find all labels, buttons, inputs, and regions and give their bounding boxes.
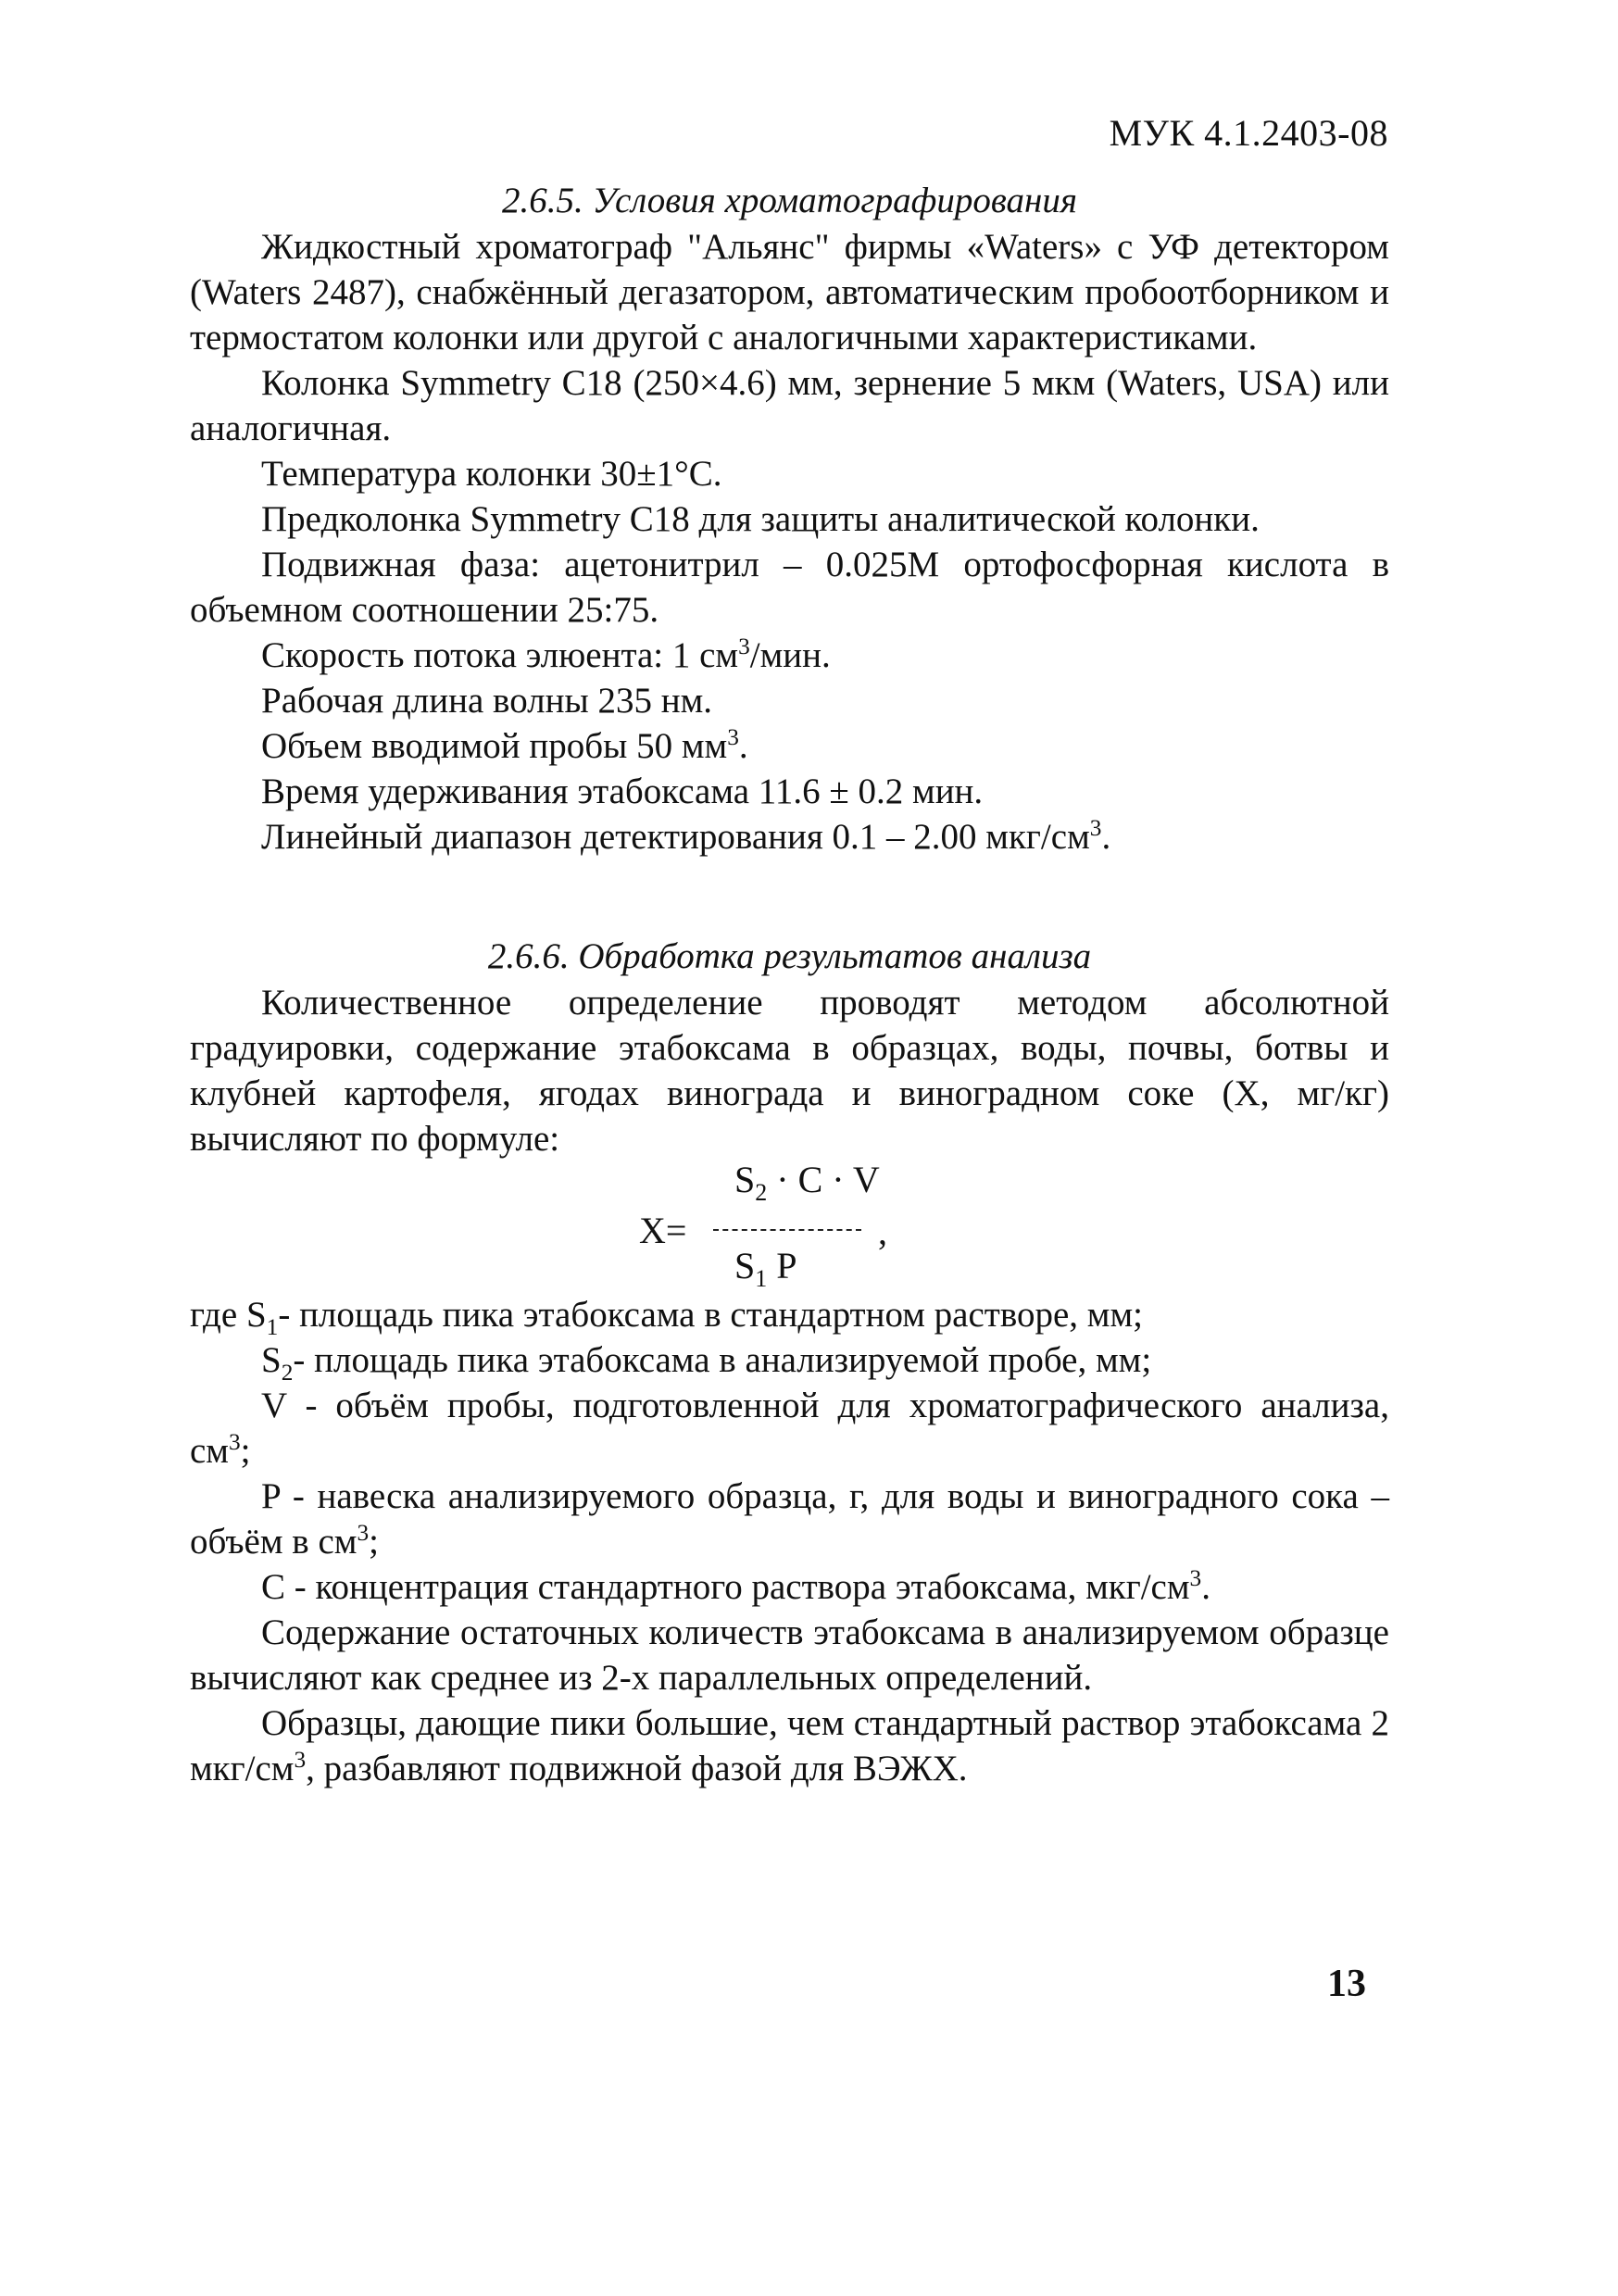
fraction-bar [713,1229,861,1231]
formula-comma: , [878,1211,887,1252]
formula-denominator: $S_1$ P [734,1245,797,1292]
formula-x [639,1158,935,1292]
paragraph-chromatograph: Жидкостный хроматограф "Альянс" фирмы «Waters» с УФ детектором (Waters 2487), снабжённый дегазатором, автоматическим пробоотборником и термостатом колонки или другой с аналогичными характеристиками. [190,227,1389,358]
paragraph-column: Колонка Symmetry C18 (250×4.6) мм, зернение 5 мкм (Waters, USA) или аналогичная. [190,363,1389,448]
document-code: МУК 4.1.2403-08 [1109,112,1388,154]
definition-s2: $S_2-$ площадь пика этабоксама в анализируемой пробе, мм; [261,1340,1152,1386]
definition-s1: где $S_1-$ площадь пика этабоксама в стандартном растворе, мм; [190,1295,1143,1340]
definition-p: P - навеска анализируемого образца, г, для воды и виноградного сока – объём в $см^3$; [190,1476,1389,1562]
section-heading-2-6-5: 2.6.5. Условия хроматографирования [502,181,1077,220]
paragraph-dilution: Образцы, дающие пики большие, чем стандартный раствор этабоксама 2 мкг/$см^3$, разбавляют подвижной фазой для ВЭЖХ. [190,1703,1389,1788]
section-2-6-6 [190,934,1389,1161]
paragraph-column-temperature: Температура колонки 30±1°С. [261,454,722,494]
paragraph-average: Содержание остаточных количеств этабоксама в анализируемом образце вычисляют как среднее из 2-х параллельных определений. [190,1612,1389,1698]
page-number: 13 [1327,1963,1366,2005]
formula-numerator: $S_2 \cdot C \cdot V$ [734,1159,880,1206]
section-heading-2-6-6: 2.6.6. Обработка результатов анализа [487,936,1092,976]
paragraph-wavelength: Рабочая длина волны 235 нм. [261,681,713,721]
paragraph-linear-range: Линейный диапазон детектирования 0.1 – 2.00 мкг/$см^3$. [261,815,1111,857]
paragraph-retention-time: Время удерживания этабоксама 11.6 ± 0.2 мин. [261,772,984,811]
definitions-block [190,1292,1389,1791]
paragraph-mobile-phase: Подвижная фаза: ацетонитрил – 0.025М ортофосфорная кислота в объемном соотношении 25:75. [190,545,1389,630]
paragraph-quantification: Количественное определение проводят методом абсолютной градуировки, содержание этабоксама в образцах, воды, почвы, ботвы и клубней картофеля, ягодах винограда и виноградном соке (X, мг/кг) вычисляют по формуле: [190,983,1389,1159]
formula-lhs: X= [639,1210,687,1251]
paragraph-injection-volume: Объем вводимой пробы 50 $мм^3$. [261,724,748,766]
paragraph-flow-rate: Скорость потока элюента: 1 $см^3$/мин. [261,634,831,675]
definition-v: V - объём пробы, подготовленной для хроматографического анализа, $см^3$; [190,1386,1389,1471]
section-2-6-5 [190,178,1389,859]
paragraph-precolumn: Предколонка Symmetry C18 для защиты аналитической колонки. [261,499,1260,539]
definition-c: C - концентрация стандартного раствора этабоксама, мкг/$см^3$. [261,1565,1210,1607]
